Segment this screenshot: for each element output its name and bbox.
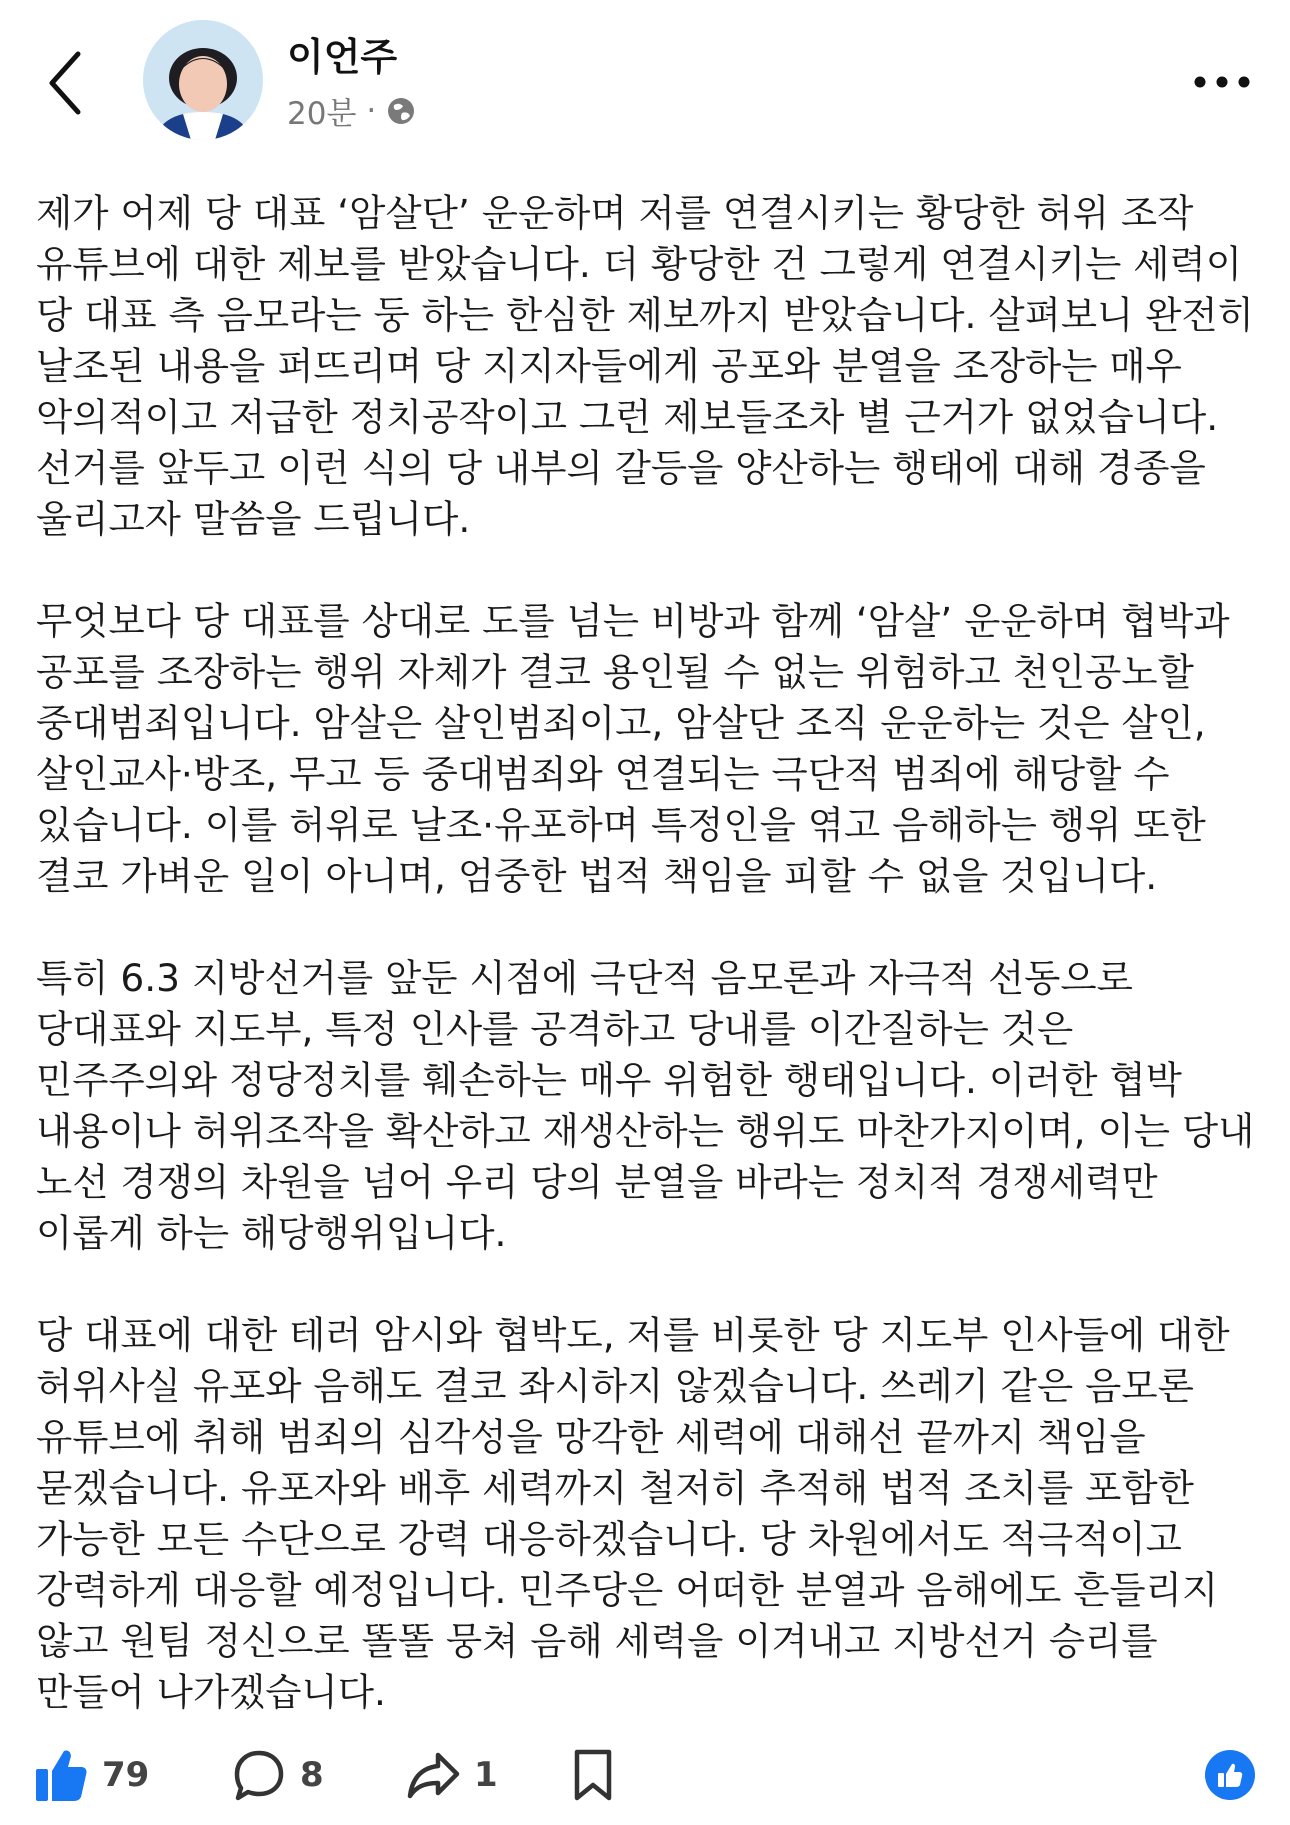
post-paragraph-2: 무엇보다 당 대표를 상대로 도를 넘는 비방과 함께 ‘암살’ 운운하며 협박과 공포를 조장하는 행위 자체가 결코 용인될 수 없는 위험하고 천인공노할 중대범죄입니다. 암살은 살인범죄이고, 암살단 조직 운운하는 것은 살인, 살인교사·방조, 무고 등 중대범죄와 연결되는 극단적 범죄에 해당할 수 있습니다. 이를 허위로 날조·유포하며 특정인을 엮고 음해하는 행위 또한 결코 가벼운 일이 아니며, 엄중한 법적 책임을 피할 수 없을 것입니다.: [36, 599, 1230, 898]
comment-bubble-icon: [232, 1748, 286, 1802]
post-paragraph-3: 특히 6.3 지방선거를 앞둔 시점에 극단적 음모론과 자극적 선동으로 당대표와 지도부, 특정 인사를 공격하고 당내를 이간질하는 것은 민주주의와 정당정치를 훼손하는 매우 위험한 행태입니다. 이러한 협박 내용이나 허위조작을 확산하고 재생산하는 행위도 마찬가지이며, 이는 당내 노선 경쟁의 차원을 넘어 우리 당의 분열을 바라는 정치적 경쟁세력만 이롭게 하는 해당행위입니다.: [36, 956, 1255, 1255]
post-paragraph-1: 제가 어제 당 대표 ‘암살단’ 운운하며 저를 연결시키는 황당한 허위 조작 유튜브에 대한 제보를 받았습니다. 더 황당한 건 그렇게 연결시키는 세력이 당 대표 측 음모라는 둥 하는 한심한 제보까지 받았습니다. 살펴보니 완전히 날조된 내용을 퍼뜨리며 당 지지자들에게 공포와 분열을 조장하는 매우 악의적이고 저급한 정치공작이고 그런 제보들조차 별 근거가 없었습니다. 선거를 앞두고 이런 식의 당 내부의 갈등을 양산하는 행태에 대해 경종을 울리고자 말씀을 드립니다.: [36, 191, 1254, 541]
author-name[interactable]: 이언주: [287, 35, 398, 79]
share-arrow-icon: [406, 1750, 460, 1800]
more-dots-icon: [1190, 62, 1254, 102]
like-reaction-icon: [1215, 1760, 1245, 1790]
thumbs-up-icon: [36, 1747, 88, 1803]
post-paragraph-4: 당 대표에 대한 테러 암시와 협박도, 저를 비롯한 당 지도부 인사들에 대한 허위사실 유포와 음해도 결코 좌시하지 않겠습니다. 쓰레기 같은 음모론 유튜브에 취해 범죄의 심각성을 망각한 세력에 대해선 끝까지 책임을 묻겠습니다. 유포자와 배후 세력까지 철저히 추적해 법적 조치를 포함한 가능한 모든 수단으로 강력 대응하겠습니다. 당 차원에서도 적극적이고 강력하게 대응할 예정입니다. 민주당은 어떠한 분열과 음해에도 흔들리지 않고 원팀 정신으로 똘똘 뭉쳐 음해 세력을 이겨내고 지방선거 승리를 만들어 나가겠습니다.: [36, 1313, 1230, 1714]
meta-separator: ·: [366, 92, 377, 129]
post-body: [36, 188, 1258, 1769]
post-time: 20분: [287, 96, 357, 132]
chevron-left-icon: [44, 48, 94, 118]
more-options-button[interactable]: [1190, 62, 1254, 102]
like-button[interactable]: [36, 1740, 149, 1810]
share-button[interactable]: [406, 1740, 498, 1810]
comment-count: 8: [300, 1755, 324, 1795]
save-button[interactable]: [572, 1740, 614, 1810]
avatar[interactable]: [143, 20, 263, 140]
share-count: 1: [474, 1755, 498, 1795]
like-count: 79: [102, 1755, 150, 1795]
post-meta: [287, 88, 416, 133]
bookmark-icon: [572, 1747, 614, 1803]
back-button[interactable]: [44, 48, 94, 118]
profile-photo: [143, 20, 263, 140]
post-actions-bar: [0, 1740, 1290, 1825]
reaction-summary[interactable]: [1205, 1750, 1255, 1800]
post-header: [0, 0, 1290, 150]
comment-button[interactable]: [232, 1740, 324, 1810]
globe-icon[interactable]: [386, 96, 416, 126]
